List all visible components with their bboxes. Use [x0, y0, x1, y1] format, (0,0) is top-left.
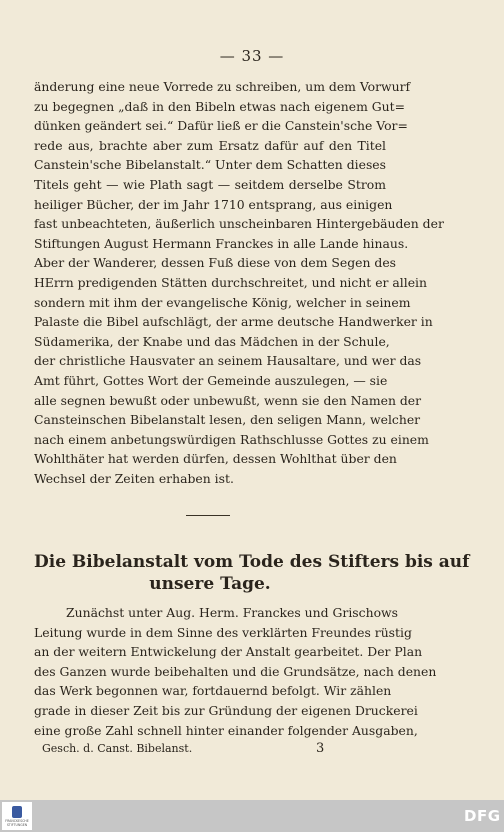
text-line: Zunächst unter Aug. Herm. Franckes und Grischows [66, 605, 398, 620]
heading-line: Die Bibelanstalt vom Tode des Stifters bis auf [34, 552, 470, 572]
text-line: Titels geht — wie Plath sagt — seitdem derselbe Strom [34, 176, 386, 192]
text-line: alle segnen bewußt oder unbewußt, wenn sie den Namen der [34, 392, 422, 408]
text-line: Stiftungen August Hermann Franckes in alle Lande hinaus. [34, 235, 409, 251]
text-line: Cansteinschen Bibelanstalt lesen, den seligen Mann, welcher [34, 412, 421, 428]
text-line: Palaste die Bibel aufschlägt, der arme deutsche Handwerker in [34, 314, 433, 330]
dfg-logo[interactable]: DFG [464, 807, 501, 825]
logo-mark-icon [12, 806, 22, 818]
text-line: Wohlthäter hat werden dürfen, dessen Wohlthat über den [34, 451, 397, 467]
text-line: grade in dieser Zeit bis zur Gründung der eigenen Druckerei [34, 702, 418, 718]
text-line: des Ganzen wurde beibehalten und die Grundsätze, nach denen [34, 663, 437, 679]
text-line: nach einem anbetungswürdigen Rathschlusse Gottes zu einem [34, 431, 429, 447]
paragraph-1 [34, 77, 444, 488]
heading-line: unsere Tage. [149, 574, 271, 594]
text-line: Canstein'sche Bibelanstalt.“ Unter dem Schatten dieses [34, 157, 386, 173]
text-line: zu begegnen „daß in den Bibeln etwas nach eigenem Gut= [34, 98, 405, 114]
text-line: rede aus, brachte aber zum Ersatz dafür auf den Titel [34, 137, 386, 153]
sheet-number: 3 [316, 741, 325, 756]
text-line: Wechsel der Zeiten erhaben ist. [34, 470, 234, 486]
text-line: sondern mit ihm der evangelische König, welcher in seinem [34, 294, 411, 310]
text-line: eine große Zahl schnell hinter einander folgender Ausgaben, [34, 722, 418, 738]
text-line: HErrn predigenden Stätten durchschreitet, und nicht er allein [34, 274, 428, 290]
text-line: das Werk begonnen war, fortdauernd befolgt. Wir zählen [34, 683, 392, 699]
text-line: dünken geändert sei.“ Dafür ließ er die Canstein'sche Vor= [34, 118, 408, 134]
logo-caption: FRANCKESCHE STIFTUNGEN [5, 819, 29, 827]
text-line: heiliger Bücher, der im Jahr 1710 entsprang, aus einigen [34, 196, 393, 212]
text-line: änderung eine neue Vorrede zu schreiben, um dem Vorwurf [34, 79, 411, 94]
viewer-bottom-bar [0, 800, 504, 832]
text-line: Leitung wurde in dem Sinne des verklärten Freundes rüstig [34, 624, 412, 640]
francke-stiftungen-logo[interactable] [2, 802, 32, 830]
text-line: Südamerika, der Knabe und das Mädchen in der Schule, [34, 333, 390, 349]
paragraph-2 [34, 603, 437, 740]
text-line: der christliche Hausvater an seinem Hausaltare, und wer das [34, 353, 422, 369]
text-line: Amt führt, Gottes Wort der Gemeinde auszulegen, — sie [34, 372, 388, 388]
text-line: Aber der Wanderer, dessen Fuß diese von dem Segen des [34, 255, 397, 271]
text-line: fast unbeachteten, äußerlich unscheinbaren Hintergebäuden der [34, 216, 444, 232]
section-divider [186, 515, 230, 516]
page-number: — 33 — [219, 47, 285, 65]
signature-mark: Gesch. d. Canst. Bibelanst. [42, 742, 193, 755]
section-heading [34, 551, 470, 595]
text-line: an der weitern Entwickelung der Anstalt gearbeitet. Der Plan [34, 644, 423, 660]
